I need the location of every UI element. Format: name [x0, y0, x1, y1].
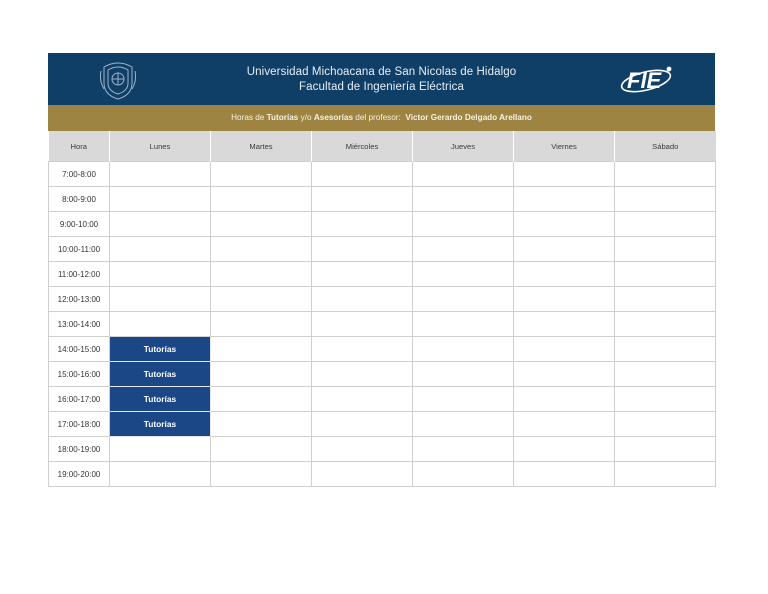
empty-slot — [514, 437, 615, 462]
empty-slot — [312, 162, 413, 187]
empty-slot — [615, 337, 716, 362]
table-row — [49, 412, 716, 437]
empty-slot — [312, 212, 413, 237]
empty-slot — [413, 312, 514, 337]
table-body — [49, 162, 716, 487]
column-header-1: Lunes — [110, 131, 211, 162]
empty-slot — [211, 412, 312, 437]
empty-slot — [413, 262, 514, 287]
band-connector: y/o — [300, 113, 312, 122]
empty-slot — [615, 187, 716, 212]
header-banner — [48, 53, 715, 105]
empty-slot — [514, 287, 615, 312]
tutoria-slot: Tutorías — [110, 412, 211, 437]
empty-slot — [615, 437, 716, 462]
empty-slot — [615, 462, 716, 487]
tutoria-slot: Tutorías — [110, 362, 211, 387]
empty-slot — [615, 362, 716, 387]
empty-slot — [413, 387, 514, 412]
table-row — [49, 162, 716, 187]
table-row — [49, 362, 716, 387]
empty-slot — [615, 387, 716, 412]
empty-slot — [110, 312, 211, 337]
empty-slot — [413, 412, 514, 437]
hour-cell: 10:00-11:00 — [49, 237, 110, 262]
table-row — [49, 337, 716, 362]
table-row — [49, 462, 716, 487]
empty-slot — [312, 387, 413, 412]
empty-slot — [514, 212, 615, 237]
empty-slot — [413, 337, 514, 362]
professor-band — [48, 105, 715, 131]
hour-cell: 11:00-12:00 — [49, 262, 110, 287]
band-prefix: Horas de — [231, 113, 265, 122]
empty-slot — [211, 437, 312, 462]
empty-slot — [312, 362, 413, 387]
empty-slot — [110, 162, 211, 187]
empty-slot — [615, 212, 716, 237]
empty-slot — [110, 462, 211, 487]
empty-slot — [312, 312, 413, 337]
empty-slot — [615, 162, 716, 187]
empty-slot — [413, 437, 514, 462]
table-row — [49, 262, 716, 287]
hour-cell: 15:00-16:00 — [49, 362, 110, 387]
empty-slot — [615, 412, 716, 437]
table-row — [49, 237, 716, 262]
empty-slot — [514, 387, 615, 412]
empty-slot — [312, 187, 413, 212]
empty-slot — [413, 187, 514, 212]
empty-slot — [413, 462, 514, 487]
empty-slot — [312, 462, 413, 487]
empty-slot — [211, 237, 312, 262]
empty-slot — [514, 412, 615, 437]
fie-logo-icon — [619, 60, 677, 98]
empty-slot — [413, 362, 514, 387]
hour-cell: 12:00-13:00 — [49, 287, 110, 312]
table-row — [49, 287, 716, 312]
table-row — [49, 437, 716, 462]
hour-cell: 18:00-19:00 — [49, 437, 110, 462]
empty-slot — [312, 237, 413, 262]
professor-name: Victor Gerardo Delgado Arellano — [405, 113, 532, 122]
band-asesorias: Asesorías — [313, 113, 354, 122]
empty-slot — [615, 237, 716, 262]
empty-slot — [413, 287, 514, 312]
empty-slot — [211, 287, 312, 312]
empty-slot — [615, 287, 716, 312]
table-row — [49, 312, 716, 337]
empty-slot — [514, 237, 615, 262]
empty-slot — [110, 262, 211, 287]
empty-slot — [615, 262, 716, 287]
empty-slot — [110, 287, 211, 312]
empty-slot — [312, 287, 413, 312]
tutoria-slot: Tutorías — [110, 387, 211, 412]
column-header-5: Viernes — [514, 131, 615, 162]
empty-slot — [211, 337, 312, 362]
empty-slot — [514, 362, 615, 387]
band-tutorias: Tutorías — [266, 113, 299, 122]
empty-slot — [211, 262, 312, 287]
empty-slot — [211, 362, 312, 387]
empty-slot — [514, 462, 615, 487]
table-header-row — [49, 131, 716, 162]
empty-slot — [110, 237, 211, 262]
empty-slot — [514, 262, 615, 287]
empty-slot — [514, 187, 615, 212]
empty-slot — [211, 162, 312, 187]
empty-slot — [413, 212, 514, 237]
table-row — [49, 387, 716, 412]
tutoria-slot: Tutorías — [110, 337, 211, 362]
band-suffix: del profesor: — [355, 113, 401, 122]
empty-slot — [211, 212, 312, 237]
empty-slot — [615, 312, 716, 337]
hour-cell: 7:00-8:00 — [49, 162, 110, 187]
empty-slot — [514, 337, 615, 362]
table-row — [49, 187, 716, 212]
empty-slot — [211, 387, 312, 412]
empty-slot — [110, 437, 211, 462]
faculty-name: Facultad de Ingeniería Eléctrica — [299, 81, 464, 93]
hour-cell: 17:00-18:00 — [49, 412, 110, 437]
empty-slot — [211, 187, 312, 212]
column-header-2: Martes — [211, 131, 312, 162]
empty-slot — [413, 237, 514, 262]
empty-slot — [514, 162, 615, 187]
schedule-table — [48, 131, 716, 487]
empty-slot — [312, 262, 413, 287]
university-name: Universidad Michoacana de San Nicolas de Hidalgo — [246, 66, 517, 78]
empty-slot — [312, 337, 413, 362]
hour-cell: 9:00-10:00 — [49, 212, 110, 237]
table-row — [49, 212, 716, 237]
empty-slot — [514, 312, 615, 337]
logo-text: FIE — [627, 68, 662, 93]
schedule-sheet — [48, 53, 715, 487]
column-header-3: Miércoles — [312, 131, 413, 162]
empty-slot — [110, 212, 211, 237]
header-titles — [48, 65, 715, 95]
hour-cell: 8:00-9:00 — [49, 187, 110, 212]
hour-cell: 19:00-20:00 — [49, 462, 110, 487]
hour-cell: 16:00-17:00 — [49, 387, 110, 412]
hour-cell: 14:00-15:00 — [49, 337, 110, 362]
empty-slot — [211, 462, 312, 487]
empty-slot — [312, 412, 413, 437]
empty-slot — [110, 187, 211, 212]
column-header-0: Hora — [49, 131, 110, 162]
empty-slot — [211, 312, 312, 337]
empty-slot — [413, 162, 514, 187]
empty-slot — [312, 437, 413, 462]
hour-cell: 13:00-14:00 — [49, 312, 110, 337]
column-header-6: Sábado — [615, 131, 716, 162]
column-header-4: Jueves — [413, 131, 514, 162]
